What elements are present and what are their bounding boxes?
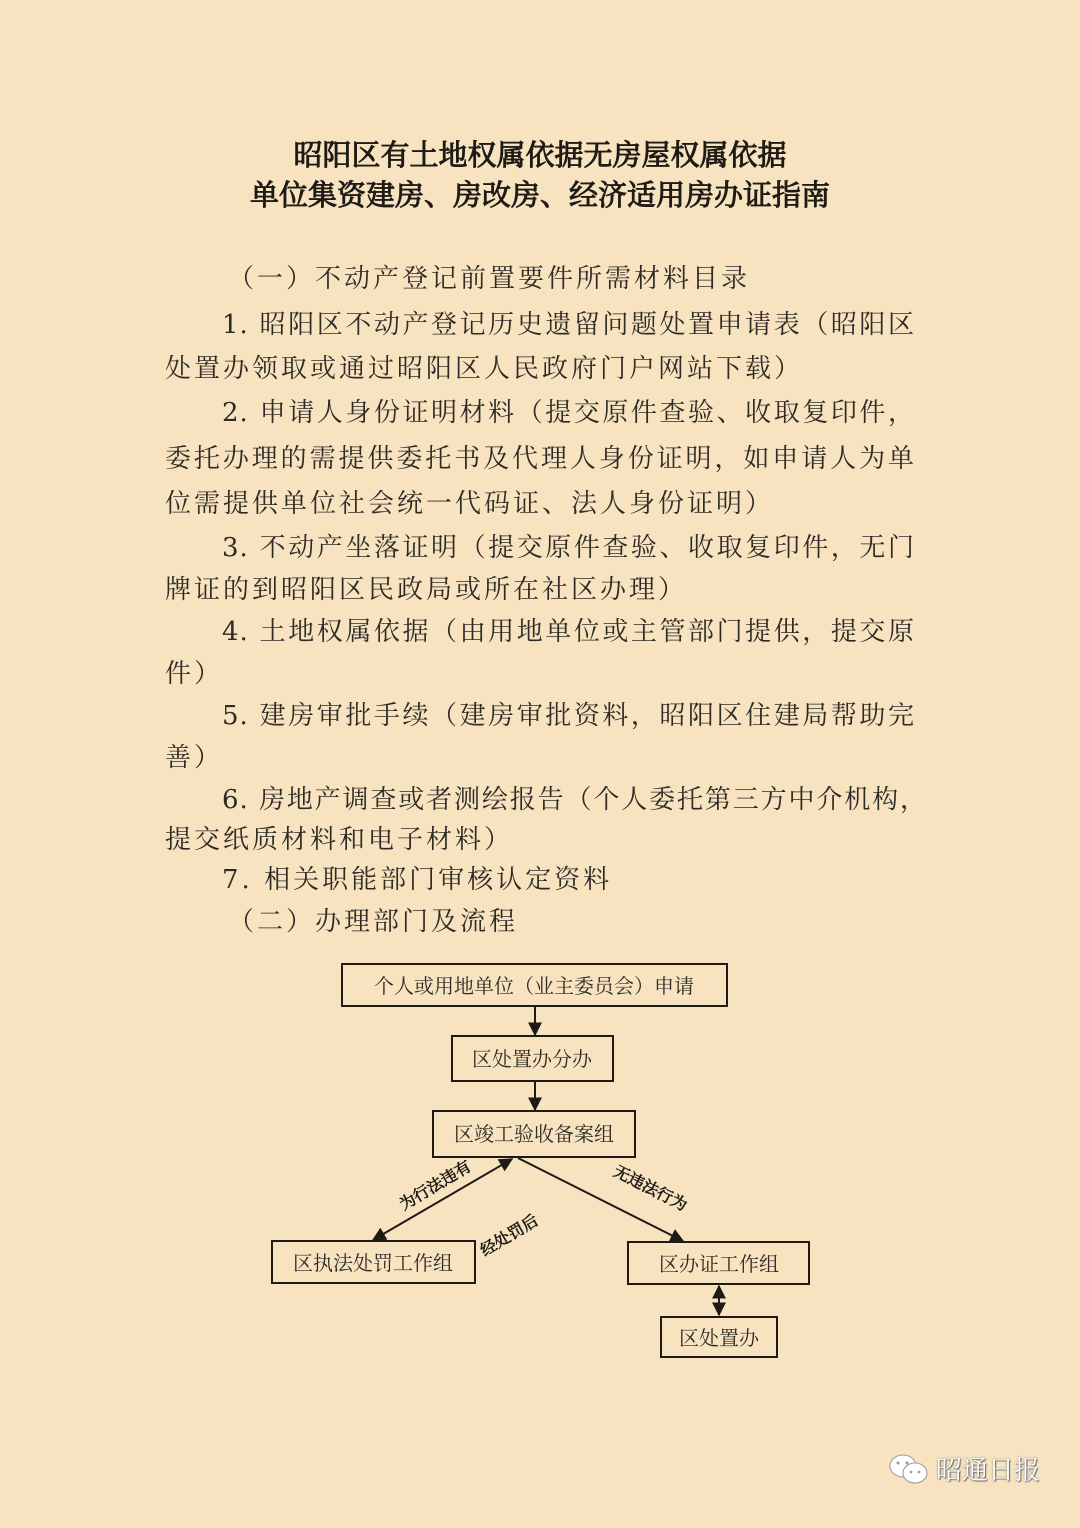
label-no-violation: 无违法行为 — [610, 1161, 691, 1215]
section2-heading: （二）办理部门及流程 — [228, 907, 519, 937]
box-dispatch-label: 区处置办分办 — [472, 1047, 592, 1071]
label-violation: 为行法违有 — [395, 1156, 475, 1215]
item5-line2: 善） — [165, 743, 224, 773]
doc-title-line-2: 单位集资建房、房改房、经济适用房办证指南 — [249, 178, 830, 212]
item2-line1: 2. 申请人身份证明材料（提交原件查验、收取复印件， — [222, 398, 915, 428]
item3-line2: 牌证的到昭阳区民政局或所在社区办理） — [165, 575, 688, 605]
label-after-penalty: 经处罚后 — [476, 1210, 542, 1260]
item2-line3: 位需提供单位社会统一代码证、法人身份证明） — [165, 489, 775, 519]
item4-line1: 4. 土地权属依据（由用地单位或主管部门提供，提交原 — [222, 617, 915, 647]
box-acceptance-label: 区竣工验收备案组 — [454, 1122, 614, 1146]
item6-line1: 6. 房地产调查或者测绘报告（个人委托第三方中介机构， — [222, 785, 927, 815]
section1-heading: （一）不动产登记前置要件所需材料目录 — [228, 264, 751, 294]
watermark — [888, 1450, 1040, 1487]
item5-line1: 5. 建房审批手续（建房审批资料，昭阳区住建局帮助完 — [222, 701, 915, 731]
item2-line2: 委托办理的需提供委托书及代理人身份证明，如申请人为单 — [165, 444, 915, 474]
box-apply-label: 个人或用地单位（业主委员会）申请 — [374, 974, 694, 998]
wechat-icon — [888, 1453, 930, 1485]
watermark-text: 昭通日报 — [936, 1456, 1041, 1486]
item6-line2: 提交纸质材料和电子材料） — [165, 825, 514, 855]
item3-line1: 3. 不动产坐落证明（提交原件查验、收取复印件，无门 — [222, 533, 915, 563]
item1-line2: 处置办领取或通过昭阳区人民政府门户网站下载） — [165, 354, 804, 384]
item7-line1: 7. 相关职能部门审核认定资料 — [222, 865, 613, 895]
box-certificate-label: 区办证工作组 — [659, 1252, 779, 1276]
item1-line1: 1. 昭阳区不动产登记历史遗留问题处置申请表（昭阳区 — [222, 310, 915, 340]
doc-title-line-1: 昭阳区有土地权属依据无房屋权属依据 — [293, 138, 787, 172]
box-disposal-label: 区处置办 — [679, 1326, 759, 1350]
box-enforcement-label: 区执法处罚工作组 — [293, 1251, 453, 1275]
item4-line2: 件） — [165, 659, 224, 689]
